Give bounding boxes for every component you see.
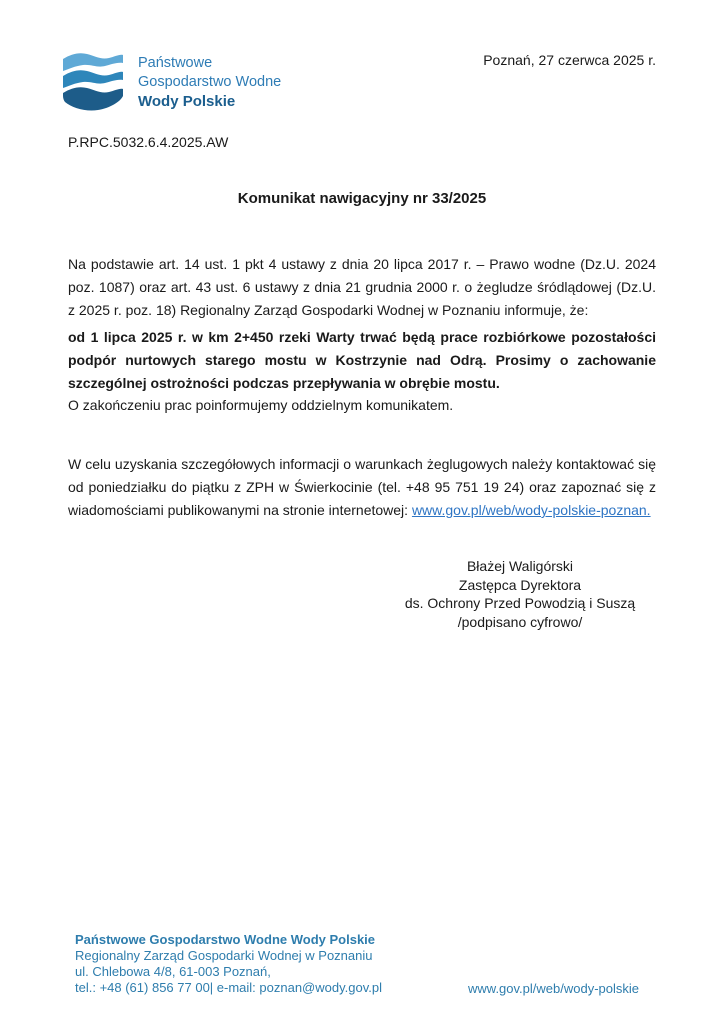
footer-website-link[interactable]: www.gov.pl/web/wody-polskie (468, 981, 639, 996)
contact-info-text: W celu uzyskania szczegółowych informacji o warunkach żeglugowych należy kontaktować się od poniedziałku do piątku z ZPH w Świerkocinie (tel. +48 95 751 19 24) oraz zapoznać się z wiadomościami publikowanymi na stronie internetowej: (68, 456, 656, 518)
signature-role: Zastępca Dyrektora (458, 576, 582, 593)
footer-contact-line: tel.: +48 (61) 856 77 00| e-mail: poznan@wody.gov.pl (75, 980, 382, 995)
footer-address-block (75, 932, 382, 996)
logo-line-1: Państwowe (138, 55, 213, 71)
document-footer (0, 930, 724, 1000)
reference-number: P.RPC.5032.6.4.2025.AW (68, 134, 229, 150)
paragraph-notice-bold: od 1 lipca 2025 r. w km 2+450 rzeki Warty trwać będą prace rozbiórkowe pozostałości podpór nurtowych starego mostu w Kostrzynie nad Odrą. Prosimy o zachowanie szczególnej ostrożności podczas przepływania w obrębie mostu. (68, 329, 656, 391)
logo (62, 50, 281, 116)
signature-digital-note: /podpisano cyfrowo/ (457, 614, 583, 631)
signature-name: Błażej Waligórski (466, 558, 574, 574)
paragraph-legal-basis: Na podstawie art. 14 ust. 1 pkt 4 ustawy z dnia 20 lipca 2017 r. – Prawo wodne (Dz.U. 2024 poz. 1087) oraz art. 43 ust. 6 ustawy z dnia 21 grudnia 2000 r. o żegludze śródlądowej (Dz.U. z 2025 r. poz. 18) Regionalny Zarząd Gospodarki Wodnej w Poznaniu informuje, że: (68, 256, 656, 318)
document-date: Poznań, 27 czerwca 2025 r. (483, 52, 656, 68)
signature-block (380, 557, 660, 632)
signature-department: ds. Ochrony Przed Powodzią i Suszą (404, 595, 636, 612)
footer-street-address: ul. Chlebowa 4/8, 61-003 Poznań, (75, 964, 271, 979)
logo-line-3: Wody Polskie (138, 93, 236, 110)
logo-text (138, 50, 281, 111)
footer-unit-name: Regionalny Zarząd Gospodarki Wodnej w Poznaniu (75, 948, 373, 963)
wody-polskie-waves-icon (62, 50, 124, 116)
paragraph-contact-info (68, 453, 656, 522)
footer-org-name: Państwowe Gospodarstwo Wodne Wody Polskie (75, 932, 376, 947)
logo-line-2: Gospodarstwo Wodne (138, 74, 282, 90)
poznan-website-link[interactable]: www.gov.pl/web/wody-polskie-poznan. (411, 502, 651, 518)
paragraph-completion-note: O zakończeniu prac poinformujemy oddzielnym komunikatem. (68, 397, 454, 413)
document-title: Komunikat nawigacyjny nr 33/2025 (237, 190, 487, 207)
